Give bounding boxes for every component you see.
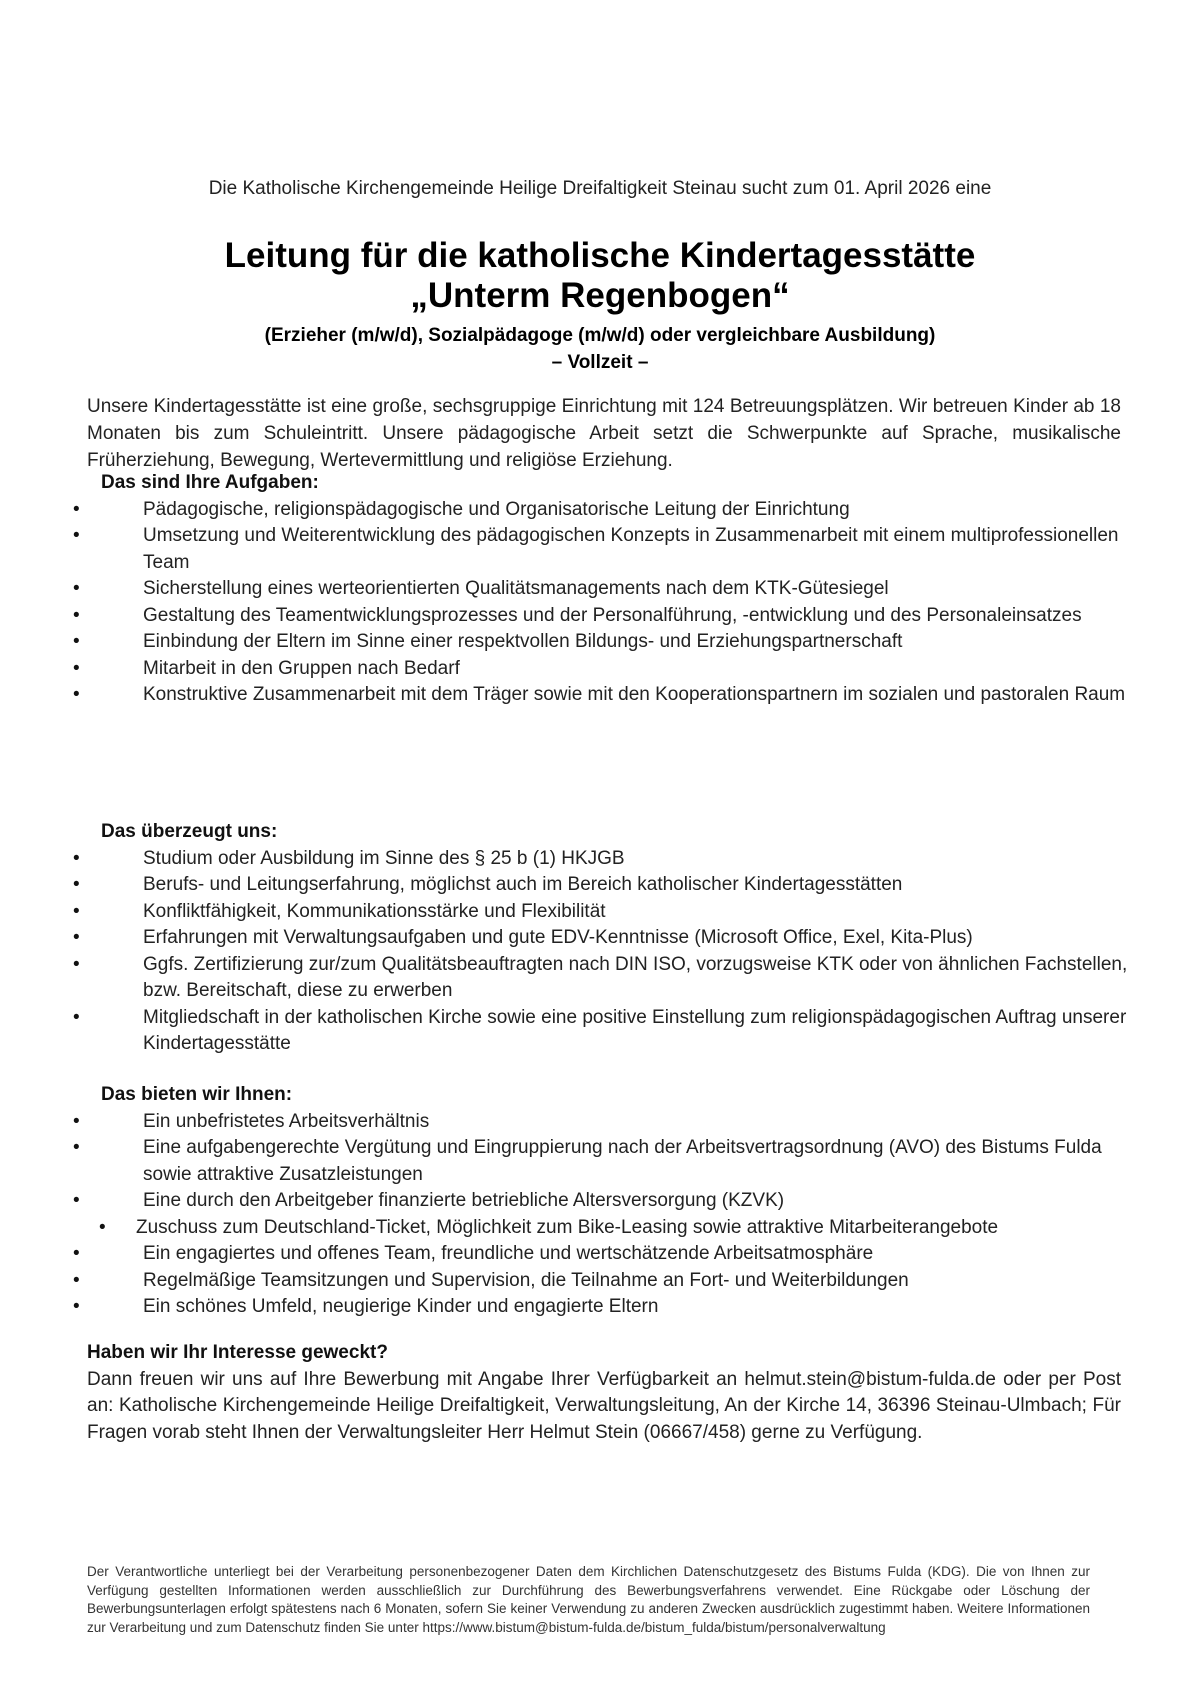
bullet-icon: • xyxy=(73,578,80,599)
list-item: • Einbindung der Eltern im Sinne einer respektvollen Bildungs- und Erziehungspartnerschaft xyxy=(73,629,1133,656)
list-item: • Umsetzung und Weiterentwicklung des pädagogischen Konzepts in Zusammenarbeit mit einem multiprofessionellen Team xyxy=(73,525,1119,573)
list-item: • Eine durch den Arbeitgeber finanzierte betriebliche Altersversorgung (KZVK) xyxy=(73,1188,1133,1215)
list-item: • Regelmäßige Teamsitzungen und Supervision, die Teilnahme an Fort- und Weiterbildungen xyxy=(73,1268,1133,1295)
tasks-title: Das sind Ihre Aufgaben: xyxy=(101,472,319,493)
contact-text: Dann freuen wir uns auf Ihre Bewerbung mit Angabe Ihrer Verfügbarkeit an helmut.stein@bistum-fulda.de oder per Post an: Katholische Kirchengemeinde Heilige Dreifaltigkeit, Verwaltungsleitung, An der Kirche 14, 36396 Steinau-Ulmbach; Für Fragen vorab steht Ihnen der Verwaltungsleiter Herr Helmut Stein (06667/458) gerne zu Verfügung. xyxy=(87,1368,1121,1443)
list-item: • Erfahrungen mit Verwaltungsaufgaben und gute EDV-Kenntnisse (Microsoft Office, Exel, Kita-Plus) xyxy=(73,925,1133,952)
list-item: • Studium oder Ausbildung im Sinne des § 25 b (1) HKJGB xyxy=(73,846,1133,873)
bullet-icon: • xyxy=(73,631,80,652)
bullet-icon: • xyxy=(73,657,80,679)
contact-title: Haben wir Ihr Interesse geweckt? xyxy=(87,1342,388,1363)
qualification-line: (Erzieher (m/w/d), Sozialpädagoge (m/w/d) oder vergleichbare Ausbildung) xyxy=(264,325,936,346)
bullet-icon: • xyxy=(73,604,80,626)
list-item: • Sicherstellung eines werteorientierten Qualitätsmanagements nach dem KTK-Gütesiegel xyxy=(73,576,1133,603)
list-item: • Konfliktfähigkeit, Kommunikationsstärke und Flexibilität xyxy=(73,899,1133,926)
bullet-icon: • xyxy=(73,953,80,975)
facility-description: Unsere Kindertagesstätte ist eine große, sechsgruppige Einrichtung mit 124 Betreuungsplätzen. Wir betreuen Kinder ab 18 Monaten bis zum Schuleintritt. Unsere pädagogische Arbeit setzt die Schwerpunkte auf Sprache, musikalische Früherziehung, Bewegung, Wertevermittlung und religiöse Erziehung. xyxy=(87,396,1121,471)
bullet-icon: • xyxy=(73,525,80,546)
tasks-section xyxy=(73,470,1133,709)
offers-title: Das bieten wir Ihnen: xyxy=(101,1084,293,1105)
offers-section xyxy=(73,1082,1133,1321)
list-item: • Konstruktive Zusammenarbeit mit dem Träger sowie mit den Kooperationspartnern im sozialen und pastoralen Raum xyxy=(73,682,1133,709)
bullet-icon: • xyxy=(73,498,80,520)
bullet-icon: • xyxy=(73,874,80,895)
list-item: • Ggfs. Zertifizierung zur/zum Qualitätsbeauftragten nach DIN ISO, vorzugsweise KTK oder von ähnlichen Fachstellen, bzw. Bereitschaft, diese zu erwerben xyxy=(73,953,1128,1001)
bullet-icon: • xyxy=(73,1269,80,1291)
bullet-icon: • xyxy=(73,1137,80,1158)
bullet-icon: • xyxy=(73,927,80,948)
employment-scope: – Vollzeit – xyxy=(551,352,649,373)
bullet-icon: • xyxy=(73,1006,80,1028)
list-item: • Mitarbeit in den Gruppen nach Bedarf xyxy=(73,656,1133,683)
title-line-1: Leitung für die katholische Kindertagesstätte xyxy=(224,236,976,275)
bullet-icon: • xyxy=(73,900,80,922)
bullet-icon: • xyxy=(73,684,80,705)
requirements-title: Das überzeugt uns: xyxy=(101,821,278,842)
bullet-icon: • xyxy=(73,1190,80,1211)
subtitle xyxy=(0,322,1200,376)
list-item: • Ein unbefristetes Arbeitsverhältnis xyxy=(73,1109,1133,1136)
list-item: • Zuschuss zum Deutschland-Ticket, Möglichkeit zum Bike-Leasing sowie attraktive Mitarbeiterangebote xyxy=(73,1215,1133,1242)
intro-line: Die Katholische Kirchengemeinde Heilige Dreifaltigkeit Steinau sucht zum 01. April 2026 eine xyxy=(208,178,992,199)
list-item: • Berufs- und Leitungserfahrung, möglichst auch im Bereich katholischer Kindertagesstätten xyxy=(73,872,1133,899)
bullet-icon: • xyxy=(73,1243,80,1264)
requirements-section xyxy=(73,819,1133,1058)
list-item: • Mitgliedschaft in der katholischen Kirche sowie eine positive Einstellung zum religionspädagogischen Auftrag unserer Kindertagesstätte xyxy=(73,1006,1127,1054)
list-item: • Eine aufgabengerechte Vergütung und Eingruppierung nach der Arbeitsvertragsordnung (AVO) des Bistums Fulda sowie attraktive Zusatzleistungen xyxy=(73,1137,1102,1185)
list-item: • Pädagogische, religionspädagogische und Organisatorische Leitung der Einrichtung xyxy=(73,497,1133,524)
contact-section xyxy=(87,1340,1121,1446)
bullet-icon: • xyxy=(99,1216,106,1238)
bullet-icon: • xyxy=(73,1110,80,1132)
list-item: • Gestaltung des Teamentwicklungsprozesses und der Personalführung, -entwicklung und des Personaleinsatzes xyxy=(73,603,1133,630)
bullet-icon: • xyxy=(73,847,80,869)
list-item: • Ein engagiertes und offenes Team, freundliche und wertschätzende Arbeitsatmosphäre xyxy=(73,1241,1133,1268)
list-item: • Ein schönes Umfeld, neugierige Kinder und engagierte Eltern xyxy=(73,1294,1133,1321)
title-line-2: „Unterm Regenbogen“ xyxy=(410,276,790,315)
page-title xyxy=(0,236,1200,316)
privacy-footer: Der Verantwortliche unterliegt bei der Verarbeitung personenbezogener Daten dem Kirchlichen Datenschutzgesetz des Bistums Fulda (KDG). Die von Ihnen zur Verfügung gestellten Informationen werden ausschließlich zur Durchführung des Bewerbungsverfahrens verwendet. Eine Rückgabe oder Löschung der Bewerbungsunterlagen erfolgt spätestens nach 6 Monaten, sofern Sie keiner Verwendung zu anderen Zwecken ausdrücklich zugestimmt haben. Weitere Informationen zur Verarbeitung und zum Datenschutz finden Sie unter https://www.bistum@bistum-fulda.de/bistum_fulda/bistum/personalverwaltung xyxy=(87,1564,1090,1635)
bullet-icon: • xyxy=(73,1296,80,1317)
